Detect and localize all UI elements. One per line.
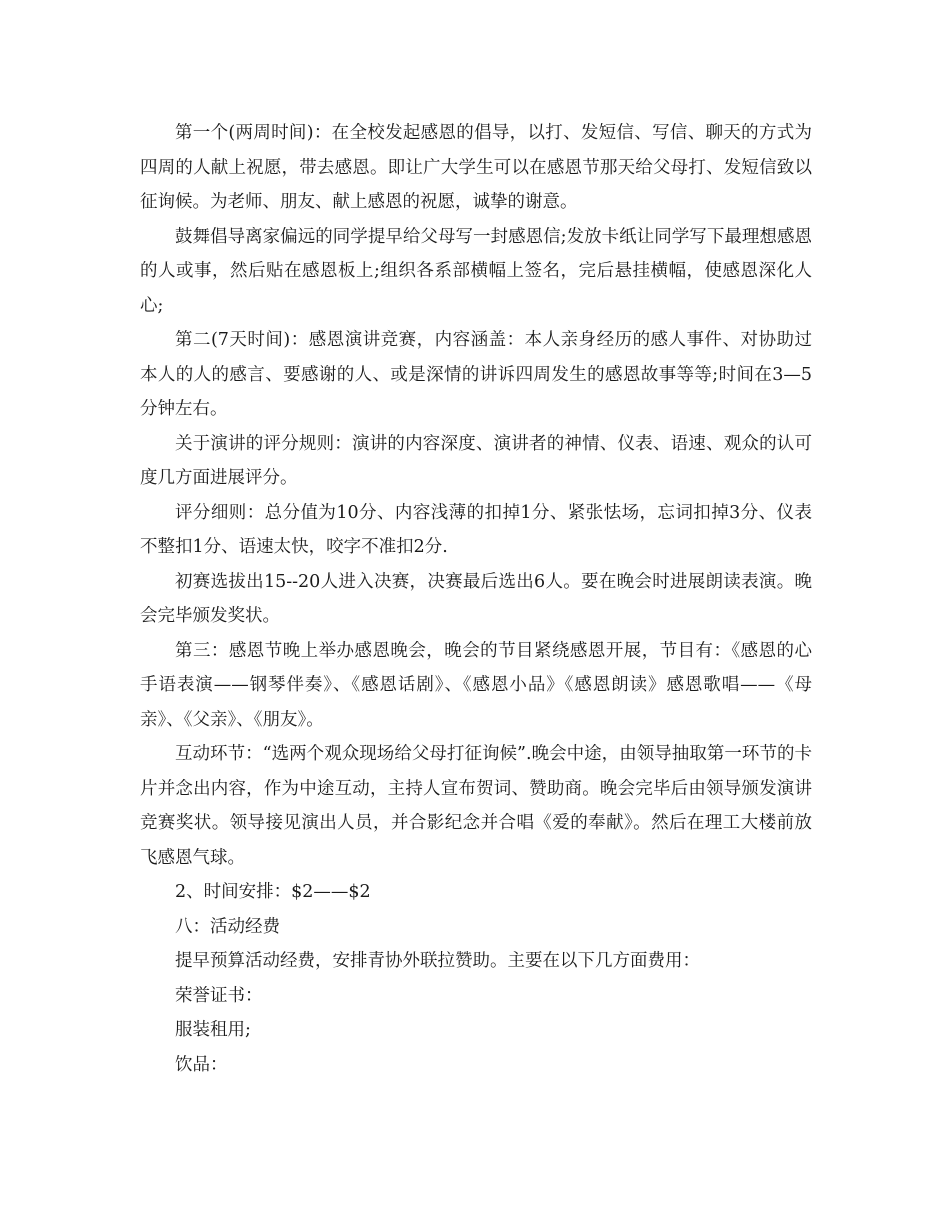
list-item-certificates: 荣誉证书： [175,985,263,1006]
document-body [140,116,812,1082]
paragraph-activity-two: 第二(7天时间)：感恩演讲竞赛，内容涵盖：本人亲身经历的感人事件、对协助过本人的人的感言、要感谢的人、或是深情的讲诉四周发生的感恩故事等等;时间在3—5分钟左右。 [140,330,812,419]
paragraph-activity-three: 第三：感恩节晚上举办感恩晚会，晚会的节目紧绕感恩开展，节目有：《感恩的心手语表演——钢琴伴奏》、《感恩话剧》、《感恩小品》《感恩朗读》感恩歌唱——《母亲》、《父亲》、《朋友》。 [140,640,812,730]
section-heading-funding: 八：活动经费 [175,916,280,937]
paragraph-interaction: 互动环节：“选两个观众现场给父母打征询候”.晚会中途，由领导抽取第一环节的卡片并念出内容，作为中途互动，主持人宣布贺词、赞助商。晚会完毕后由领导颁发演讲竞赛奖状。领导接见演出人员，并合影纪念并合唱《爱的奉献》。然后在理工大楼前放飞感恩气球。 [140,744,812,868]
paragraph-activity-one: 第一个(两周时间)：在全校发起感恩的倡导，以打、发短信、写信、聊天的方式为四周的人献上祝愿，带去感恩。即让广大学生可以在感恩节那天给父母打、发短信致以征询候。为老师、朋友、献上感恩的祝愿，诚挚的谢意。 [140,123,812,212]
list-item-drinks: 饮品： [175,1054,228,1075]
paragraph-scoring-rules: 关于演讲的评分规则：演讲的内容深度、演讲者的神情、仪表、语速、观众的认可度几方面进展评分。 [140,433,812,488]
paragraph-budget: 提早预算活动经费，安排青协外联拉赞助。主要在以下几方面费用： [175,951,700,971]
paragraph-preliminary: 初赛选拔出15--20人进入决赛，决赛最后选出6人。要在晚会时进展朗读表演。晚会完毕颁发奖状。 [140,571,812,626]
paragraph-schedule: 2、时间安排：$2——$2 [175,882,371,902]
paragraph-scoring-details: 评分细则：总分值为10分、内容浅薄的扣掉1分、紧张怯场，忘词扣掉3分、仪表不整扣1分、语速太快，咬字不准扣2分. [140,502,812,557]
paragraph-encourage-letters: 鼓舞倡导离家偏远的同学提早给父母写一封感恩信;发放卡纸让同学写下最理想感恩的人或事，然后贴在感恩板上;组织各系部横幅上签名，完后悬挂横幅，使感恩深化人心; [140,226,812,316]
list-item-costume-rental: 服装租用; [175,1020,251,1040]
